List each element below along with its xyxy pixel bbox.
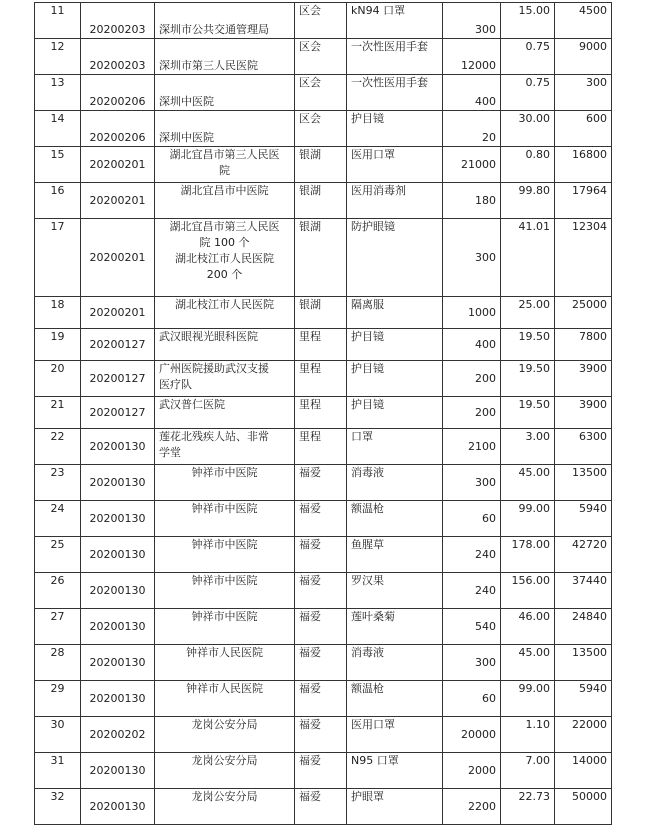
- unit-price-cell: 0.80: [501, 147, 555, 183]
- quantity-cell: 2100: [443, 429, 501, 465]
- unit-price-cell: 156.00: [501, 573, 555, 609]
- quantity-cell: 1000: [443, 297, 501, 329]
- table-row: [35, 789, 612, 825]
- recipient-line: 武汉普仁医院: [159, 398, 225, 411]
- recipient-cell: [155, 183, 295, 219]
- recipient-line: 学堂: [159, 445, 181, 459]
- row-number: 18: [35, 297, 81, 329]
- date-cell: 20200127: [81, 329, 155, 361]
- district-cell: 福爱: [295, 717, 347, 753]
- date-cell: 20200130: [81, 645, 155, 681]
- row-number: 30: [35, 717, 81, 753]
- unit-price-cell: 178.00: [501, 537, 555, 573]
- donation-table: [34, 2, 612, 825]
- district-cell: 银湖: [295, 297, 347, 329]
- total-cell: 16800: [555, 147, 612, 183]
- date-cell: 20200130: [81, 537, 155, 573]
- recipient-line: 钟祥市中医院: [191, 574, 258, 587]
- item-cell: 额温枪: [347, 681, 443, 717]
- item-cell: 护目镜: [347, 361, 443, 397]
- recipient-line: 广州医院援助武汉支援: [159, 362, 269, 375]
- unit-price-cell: 30.00: [501, 111, 555, 147]
- table-row: [35, 397, 612, 429]
- row-number: 24: [35, 501, 81, 537]
- quantity-cell: 300: [443, 645, 501, 681]
- recipient-cell: [155, 147, 295, 183]
- total-cell: 14000: [555, 753, 612, 789]
- date-cell: 20200203: [81, 3, 155, 39]
- recipient-cell: [155, 465, 295, 501]
- date-cell: 20200201: [81, 219, 155, 297]
- district-cell: 银湖: [295, 147, 347, 183]
- table-body: [35, 3, 612, 825]
- item-cell: 护目镜: [347, 111, 443, 147]
- table-row: [35, 361, 612, 397]
- table-row: [35, 645, 612, 681]
- district-cell: 区会: [295, 111, 347, 147]
- total-cell: 17964: [555, 183, 612, 219]
- unit-price-cell: 99.00: [501, 681, 555, 717]
- table-row: [35, 609, 612, 645]
- date-cell: 20200130: [81, 753, 155, 789]
- recipient-line: 湖北枝江市人民医院: [175, 251, 274, 265]
- row-number: 26: [35, 573, 81, 609]
- district-cell: 福爱: [295, 645, 347, 681]
- recipient-line: 钟祥市中医院: [191, 538, 258, 551]
- total-cell: 600: [555, 111, 612, 147]
- recipient-cell: [155, 537, 295, 573]
- quantity-cell: 20: [443, 111, 501, 147]
- recipient-cell: [155, 789, 295, 825]
- recipient-line: 院 100 个: [199, 235, 250, 249]
- district-cell: 里程: [295, 397, 347, 429]
- date-cell: 20200206: [81, 111, 155, 147]
- recipient-cell: [155, 429, 295, 465]
- district-cell: 银湖: [295, 183, 347, 219]
- district-cell: 福爱: [295, 573, 347, 609]
- unit-price-cell: 99.80: [501, 183, 555, 219]
- item-cell: 医用口罩: [347, 717, 443, 753]
- table-row: [35, 111, 612, 147]
- date-cell: 20200130: [81, 501, 155, 537]
- item-cell: 罗汉果: [347, 573, 443, 609]
- recipient-cell: [155, 645, 295, 681]
- recipient-cell: [155, 753, 295, 789]
- quantity-cell: 2000: [443, 753, 501, 789]
- row-number: 19: [35, 329, 81, 361]
- row-number: 21: [35, 397, 81, 429]
- quantity-cell: 540: [443, 609, 501, 645]
- date-cell: 20200201: [81, 297, 155, 329]
- quantity-cell: 200: [443, 397, 501, 429]
- recipient-cell: [155, 329, 295, 361]
- recipient-line: 钟祥市人民医院: [186, 646, 263, 659]
- date-cell: 20200202: [81, 717, 155, 753]
- quantity-cell: 300: [443, 465, 501, 501]
- item-cell: 口罩: [347, 429, 443, 465]
- total-cell: 300: [555, 75, 612, 111]
- recipient-cell: [155, 39, 295, 75]
- table-row: [35, 537, 612, 573]
- table-row: [35, 183, 612, 219]
- date-cell: 20200130: [81, 573, 155, 609]
- district-cell: 福爱: [295, 501, 347, 537]
- district-cell: 福爱: [295, 609, 347, 645]
- recipient-line: 莲花北残疾人站、非常: [159, 430, 269, 443]
- item-cell: 隔离服: [347, 297, 443, 329]
- unit-price-cell: 0.75: [501, 75, 555, 111]
- date-cell: 20200206: [81, 75, 155, 111]
- recipient-line: 深圳市第三人民医院: [159, 59, 258, 73]
- date-cell: 20200127: [81, 397, 155, 429]
- item-cell: 一次性医用手套: [347, 39, 443, 75]
- quantity-cell: 300: [443, 3, 501, 39]
- unit-price-cell: 22.73: [501, 789, 555, 825]
- recipient-line: 武汉眼视光眼科医院: [159, 330, 258, 343]
- recipient-line: 钟祥市中医院: [191, 502, 258, 515]
- unit-price-cell: 19.50: [501, 397, 555, 429]
- unit-price-cell: 7.00: [501, 753, 555, 789]
- total-cell: 3900: [555, 361, 612, 397]
- row-number: 27: [35, 609, 81, 645]
- quantity-cell: 60: [443, 501, 501, 537]
- table-row: [35, 297, 612, 329]
- unit-price-cell: 45.00: [501, 465, 555, 501]
- district-cell: 福爱: [295, 753, 347, 789]
- quantity-cell: 12000: [443, 39, 501, 75]
- unit-price-cell: 41.01: [501, 219, 555, 297]
- row-number: 12: [35, 39, 81, 75]
- recipient-cell: [155, 75, 295, 111]
- table-row: [35, 39, 612, 75]
- table-row: [35, 753, 612, 789]
- recipient-cell: [155, 111, 295, 147]
- recipient-line: 院: [219, 163, 230, 177]
- item-cell: 护目镜: [347, 329, 443, 361]
- total-cell: 50000: [555, 789, 612, 825]
- recipient-line: 龙岗公安分局: [191, 754, 258, 767]
- recipient-line: 钟祥市人民医院: [186, 682, 263, 695]
- district-cell: 区会: [295, 75, 347, 111]
- table-row: [35, 573, 612, 609]
- recipient-cell: [155, 397, 295, 429]
- row-number: 11: [35, 3, 81, 39]
- recipient-cell: [155, 501, 295, 537]
- unit-price-cell: 1.10: [501, 717, 555, 753]
- quantity-cell: 2200: [443, 789, 501, 825]
- row-number: 29: [35, 681, 81, 717]
- recipient-line: 深圳市公共交通管理局: [159, 23, 269, 37]
- item-cell: 护目镜: [347, 397, 443, 429]
- recipient-cell: [155, 219, 295, 297]
- total-cell: 9000: [555, 39, 612, 75]
- item-cell: 消毒液: [347, 645, 443, 681]
- date-cell: 20200130: [81, 465, 155, 501]
- date-cell: 20200127: [81, 361, 155, 397]
- district-cell: 福爱: [295, 537, 347, 573]
- recipient-line: 钟祥市中医院: [191, 466, 258, 479]
- row-number: 13: [35, 75, 81, 111]
- unit-price-cell: 19.50: [501, 329, 555, 361]
- row-number: 31: [35, 753, 81, 789]
- row-number: 16: [35, 183, 81, 219]
- total-cell: 13500: [555, 645, 612, 681]
- unit-price-cell: 3.00: [501, 429, 555, 465]
- recipient-cell: [155, 3, 295, 39]
- row-number: 22: [35, 429, 81, 465]
- district-cell: 福爱: [295, 789, 347, 825]
- unit-price-cell: 25.00: [501, 297, 555, 329]
- table-row: [35, 219, 612, 297]
- date-cell: 20200203: [81, 39, 155, 75]
- recipient-line: 湖北宜昌市第三人民医: [169, 148, 280, 161]
- quantity-cell: 240: [443, 573, 501, 609]
- total-cell: 37440: [555, 573, 612, 609]
- table-row: [35, 147, 612, 183]
- district-cell: 银湖: [295, 219, 347, 297]
- item-cell: 医用口罩: [347, 147, 443, 183]
- recipient-cell: [155, 717, 295, 753]
- recipient-line: 湖北宜昌市第三人民医: [169, 220, 280, 233]
- recipient-cell: [155, 361, 295, 397]
- quantity-cell: 60: [443, 681, 501, 717]
- total-cell: 22000: [555, 717, 612, 753]
- date-cell: 20200201: [81, 147, 155, 183]
- recipient-line: 深圳中医院: [159, 131, 214, 145]
- unit-price-cell: 45.00: [501, 645, 555, 681]
- date-cell: 20200130: [81, 609, 155, 645]
- quantity-cell: 21000: [443, 147, 501, 183]
- quantity-cell: 20000: [443, 717, 501, 753]
- unit-price-cell: 46.00: [501, 609, 555, 645]
- district-cell: 里程: [295, 429, 347, 465]
- unit-price-cell: 0.75: [501, 39, 555, 75]
- row-number: 32: [35, 789, 81, 825]
- total-cell: 25000: [555, 297, 612, 329]
- item-cell: 鱼腥草: [347, 537, 443, 573]
- item-cell: 医用消毒剂: [347, 183, 443, 219]
- table-row: [35, 75, 612, 111]
- quantity-cell: 400: [443, 75, 501, 111]
- unit-price-cell: 19.50: [501, 361, 555, 397]
- recipient-line: 湖北宜昌市中医院: [180, 184, 269, 197]
- item-cell: 额温枪: [347, 501, 443, 537]
- total-cell: 12304: [555, 219, 612, 297]
- quantity-cell: 300: [443, 219, 501, 297]
- item-cell: 护眼罩: [347, 789, 443, 825]
- total-cell: 4500: [555, 3, 612, 39]
- recipient-cell: [155, 297, 295, 329]
- row-number: 20: [35, 361, 81, 397]
- table-row: [35, 501, 612, 537]
- table-row: [35, 3, 612, 39]
- total-cell: 42720: [555, 537, 612, 573]
- quantity-cell: 400: [443, 329, 501, 361]
- total-cell: 3900: [555, 397, 612, 429]
- district-cell: 区会: [295, 39, 347, 75]
- quantity-cell: 240: [443, 537, 501, 573]
- table-row: [35, 681, 612, 717]
- total-cell: 6300: [555, 429, 612, 465]
- recipient-line: 龙岗公安分局: [191, 790, 258, 803]
- recipient-line: 深圳中医院: [159, 95, 214, 109]
- item-cell: 消毒液: [347, 465, 443, 501]
- table-row: [35, 429, 612, 465]
- date-cell: 20200130: [81, 681, 155, 717]
- recipient-line: 钟祥市中医院: [191, 610, 258, 623]
- date-cell: 20200130: [81, 429, 155, 465]
- unit-price-cell: 15.00: [501, 3, 555, 39]
- item-cell: 防护眼镜: [347, 219, 443, 297]
- quantity-cell: 180: [443, 183, 501, 219]
- total-cell: 5940: [555, 681, 612, 717]
- total-cell: 7800: [555, 329, 612, 361]
- item-cell: 一次性医用手套: [347, 75, 443, 111]
- district-cell: 福爱: [295, 465, 347, 501]
- row-number: 14: [35, 111, 81, 147]
- row-number: 17: [35, 219, 81, 297]
- row-number: 25: [35, 537, 81, 573]
- recipient-line: 医疗队: [159, 377, 192, 391]
- recipient-line: 湖北枝江市人民医院: [175, 298, 274, 311]
- district-cell: 福爱: [295, 681, 347, 717]
- recipient-cell: [155, 573, 295, 609]
- item-cell: 莲叶桑菊: [347, 609, 443, 645]
- recipient-line: 龙岗公安分局: [191, 718, 258, 731]
- date-cell: 20200130: [81, 789, 155, 825]
- date-cell: 20200201: [81, 183, 155, 219]
- total-cell: 24840: [555, 609, 612, 645]
- recipient-cell: [155, 609, 295, 645]
- table-row: [35, 465, 612, 501]
- item-cell: kN94 口罩: [347, 3, 443, 39]
- item-cell: N95 口罩: [347, 753, 443, 789]
- quantity-cell: 200: [443, 361, 501, 397]
- row-number: 28: [35, 645, 81, 681]
- table-row: [35, 717, 612, 753]
- district-cell: 区会: [295, 3, 347, 39]
- table-row: [35, 329, 612, 361]
- row-number: 23: [35, 465, 81, 501]
- unit-price-cell: 99.00: [501, 501, 555, 537]
- recipient-line: 200 个: [206, 267, 243, 281]
- district-cell: 里程: [295, 329, 347, 361]
- district-cell: 里程: [295, 361, 347, 397]
- recipient-cell: [155, 681, 295, 717]
- total-cell: 5940: [555, 501, 612, 537]
- total-cell: 13500: [555, 465, 612, 501]
- row-number: 15: [35, 147, 81, 183]
